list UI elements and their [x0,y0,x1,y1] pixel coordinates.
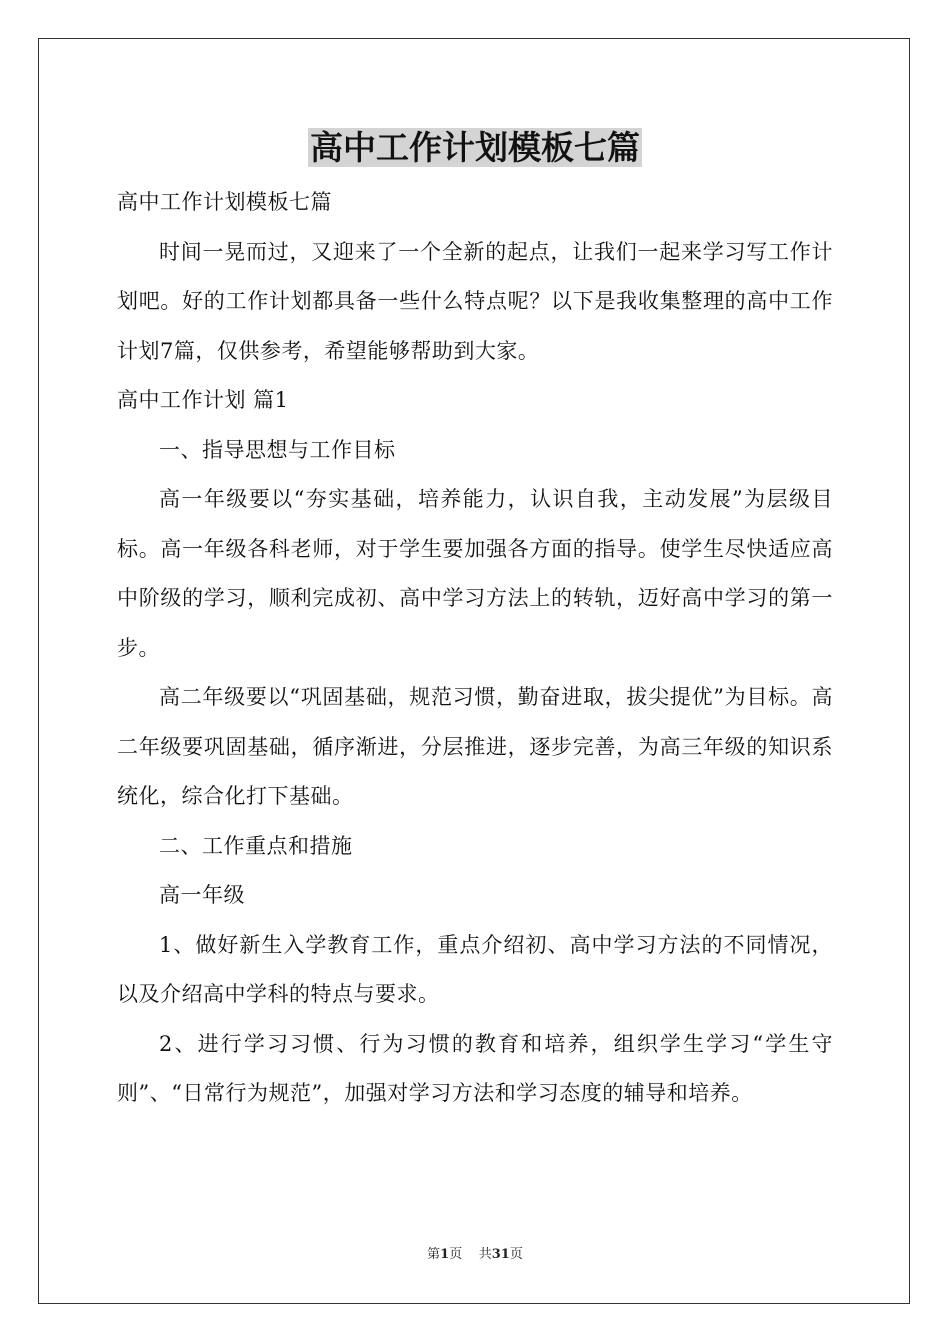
heading-guiding-ideology: 一、指导思想与工作目标 [159,437,396,462]
page-total-number: 31 [491,1247,510,1262]
list-item-1: 1、做好新生入学教育工作，重点介绍初、高中学习方法的不同情况，以及介绍高中学科的特点与要求。 [117,932,833,1006]
page-footer [0,1246,950,1264]
paragraph-grade-one-goals: 高一年级要以“夯实基础，培养能力，认识自我，主动发展”为层级目标。高一年级各科老师，对于学生要加强各方面的指导。使学生尽快适应高中阶级的学习，顺利完成初、高中学习方法上的转轨，迈好高中学习的第一步。 [117,487,833,660]
document-title-text: 高中工作计划模板七篇 [310,128,640,167]
total-prefix: 共 [478,1247,492,1262]
paragraph-grade-two-goals: 高二年级要以“巩固基础，规范习惯，勤奋进取，拔尖提优”为目标。高二年级要巩固基础，循序渐进，分层推进，逐步完善，为高三年级的知识系统化，综合化打下基础。 [117,685,833,808]
heading-work-focus: 二、工作重点和措施 [159,833,353,858]
document-body [117,178,833,1119]
total-suffix: 页 [509,1247,523,1262]
intro-paragraph: 时间一晃而过，又迎来了一个全新的起点，让我们一起来学习写工作计划吧。好的工作计划都具备一些什么特点呢？以下是我收集整理的高中工作计划7篇，仅供参考，希望能够帮助到大家。 [117,239,833,363]
page-current-number: 1 [440,1247,450,1262]
heading-grade-one: 高一年级 [159,883,245,907]
section-heading-part-1: 高中工作计划 篇1 [117,388,289,412]
page-suffix: 页 [449,1247,463,1262]
document-title [0,126,950,170]
list-item-2: 2、进行学习习惯、行为习惯的教育和培养，组织学生学习“学生守则”、“日常行为规范”，加强对学习方法和学习态度的辅导和培养。 [117,1031,833,1105]
page-prefix: 第 [427,1247,441,1262]
subtitle-line: 高中工作计划模板七篇 [117,190,332,214]
